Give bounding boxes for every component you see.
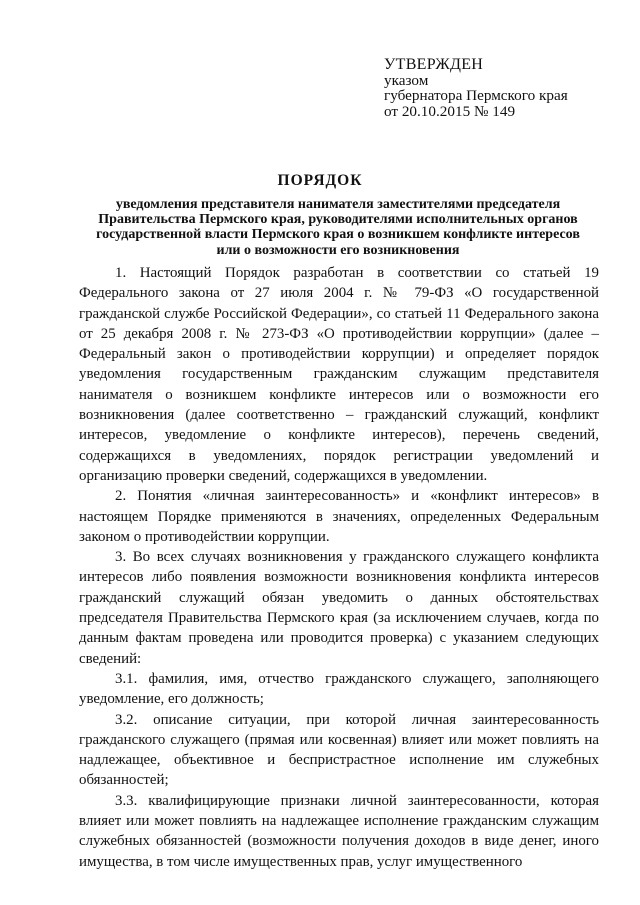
approval-stamp bbox=[384, 57, 568, 119]
document-title: ПОРЯДОК bbox=[277, 172, 363, 189]
approval-line-governor: губернатора Пермского края bbox=[384, 87, 568, 104]
approval-heading: УТВЕРЖДЕН bbox=[384, 56, 484, 73]
paragraph-3-3: 3.3. квалифицирующие признаки личной заинтересованности, которая влияет или может повлиять на надлежащее исполнение гражданским служащим служебных обязанностей (возможности получения доходов в виде денег, иного имущества, в том числе имущественных прав, услуг имущественного bbox=[79, 792, 599, 870]
paragraph-2: 2. Понятия «личная заинтересованность» и «конфликт интересов» в настоящем Порядке применяются в значениях, определенных Федеральным законом о противодействии коррупции. bbox=[79, 488, 599, 545]
approval-line-date: от 20.10.2015 № 149 bbox=[384, 102, 516, 120]
document-body bbox=[79, 263, 599, 872]
approval-line-decree: указом bbox=[384, 71, 429, 89]
paragraph-3: 3. Во всех случаях возникновения у гражданского служащего конфликта интересов либо появления возможности возникновения конфликта интересов гражданский служащий обязан уведомить о данных обстоятельствах председателя Правительства Пермского края (за исключением случаев, когда по данным фактам проведена или проводится проверка) с указанием следующих сведений: bbox=[79, 549, 599, 667]
paragraph-1: 1. Настоящий Порядок разработан в соответствии со статьей 19 Федерального закона от 27 июля 2004 г. № 79-ФЗ «О государственной гражданской службе Российской Федерации», со статьей 11 Федерального закона от 25 декабря 2008 г. № 273-ФЗ «О противодействии коррупции» (далее – Федеральный закон о противодействии коррупции) и определяет порядок уведомления государственным гражданским служащим представителя нанимателя о возникшем конфликте интересов или о возможности его возникновения (далее соответственно – гражданский служащий, конфликт интересов, уведомление о конфликте интересов), перечень сведений, содержащихся в уведомлениях, порядок регистрации уведомлений и организацию проверки сведений, содержащихся в уведомлении. bbox=[79, 265, 599, 484]
paragraph-3-2: 3.2. описание ситуации, при которой личная заинтересованность гражданского служащего (прямая или косвенная) влияет или может повлиять на надлежащее, объективное и беспристрастное исполнение им служебных обязанностей; bbox=[79, 711, 599, 789]
document-subtitle: уведомления представителя нанимателя заместителями председателя Правительства Пермского края, руководителями исполнительных органов государственной власти Пермского края о возникшем конфликте интересов или о возможности его возникновения bbox=[96, 197, 580, 258]
paragraph-3-1: 3.1. фамилия, имя, отчество гражданского служащего, заполняющего уведомление, его должность; bbox=[79, 670, 599, 708]
